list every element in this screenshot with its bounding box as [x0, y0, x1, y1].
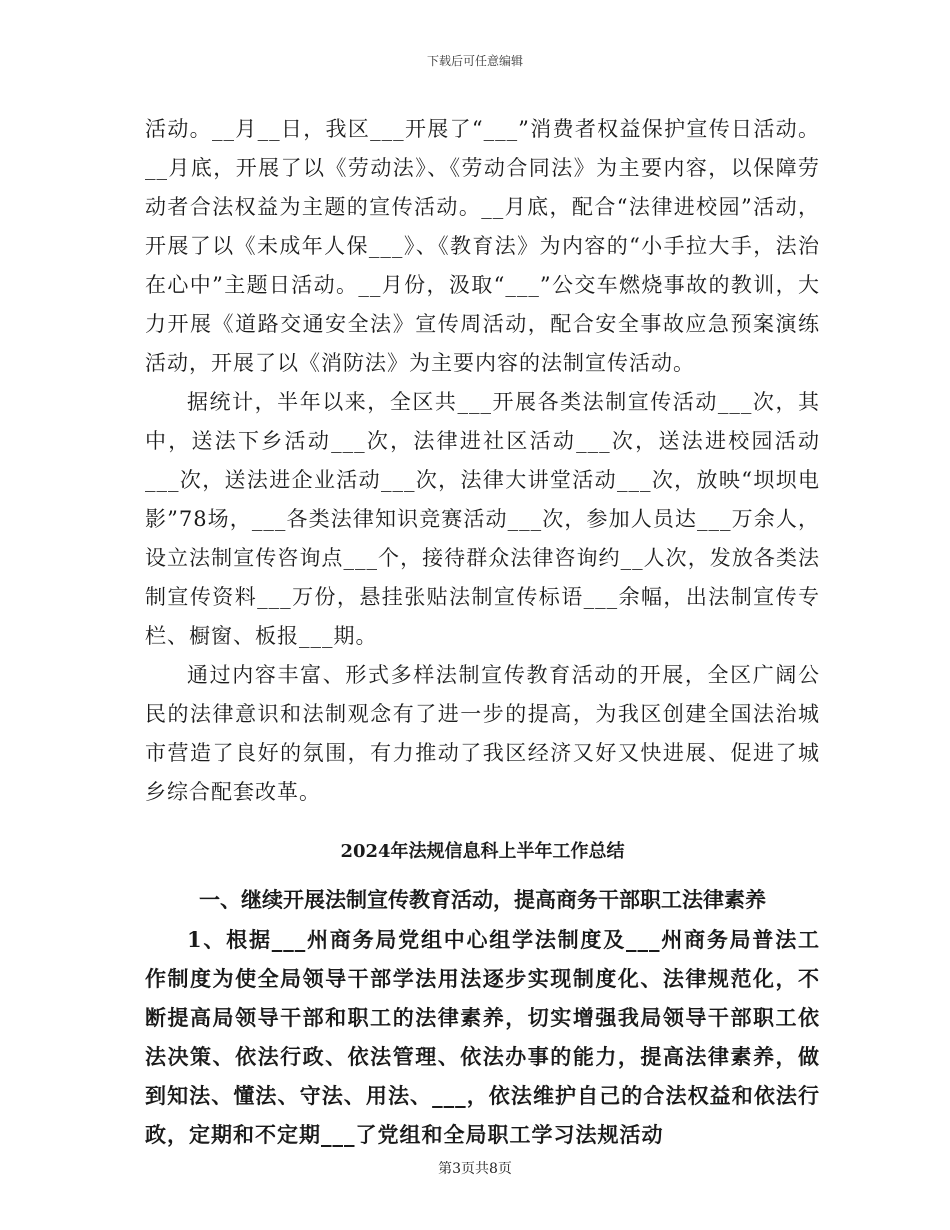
section-heading: 一、继续开展法制宣传教育活动，提高商务干部职工法律素养 [199, 887, 766, 912]
document-body [145, 110, 820, 1154]
paragraph-activities: 活动。__月__日，我区___开展了“___”消费者权益保护宣传日活动。__月底，开展了以《劳动法》、《劳动合同法》为主要内容，以保障劳动者合法权益为主题的宣传活动。__月底，配合“法律进校园”活动，开展了以《未成年人保___》、《教育法》为内容的“小手拉大手，法治在心中”主题日活动。__月份，汲取“___”公交车燃烧事故的教训，大力开展《道路交通安全法》宣传周活动，配合安全事故应急预案演练活动，开展了以《消防法》为主要内容的法制宣传活动。 [145, 117, 820, 375]
page-header: 下载后可任意编辑 [426, 54, 523, 68]
paragraph-conclusion: 通过内容丰富、形式多样法制宣传教育活动的开展，全区广阔公民的法律意识和法制观念有了进一步的提高，为我区创建全国法治城市营造了良好的氛围，有力推动了我区经济又好又快进展、促进了城乡综合配套改革。 [145, 663, 820, 804]
page-footer: 第3页共8页 [438, 1161, 512, 1177]
document-title: 2024年法规信息科上半年工作总结 [340, 841, 625, 862]
paragraph-statistics: 据统计，半年以来，全区共___开展各类法制宣传活动___次，其中，送法下乡活动___次，法律进社区活动___次，送法进校园活动___次，送法进企业活动___次，法律大讲堂活动___次，放映“坝坝电影”78场，___各类法律知识竞赛活动___次，参加人员达___万余人，设立法制宣传咨询点___个，接待群众法律咨询约__人次，发放各类法制宣传资料___万份，悬挂张贴法制宣传标语___余幅，出法制宣传专栏、橱窗、板报___期。 [145, 390, 820, 648]
paragraph-item-1: 1、根据___州商务局党组中心组学法制度及___州商务局普法工作制度为使全局领导干部学法用法逐步实现制度化、法律规范化，不断提高局领导干部和职工的法律素养，切实增强我局领导干部职工依法决策、依法行政、依法管理、依法办事的能力，提高法律素养，做到知法、懂法、守法、用法、___，依法维护自己的合法权益和依法行政，定期和不定期___了党组和全局职工学习法规活动 [145, 927, 820, 1147]
